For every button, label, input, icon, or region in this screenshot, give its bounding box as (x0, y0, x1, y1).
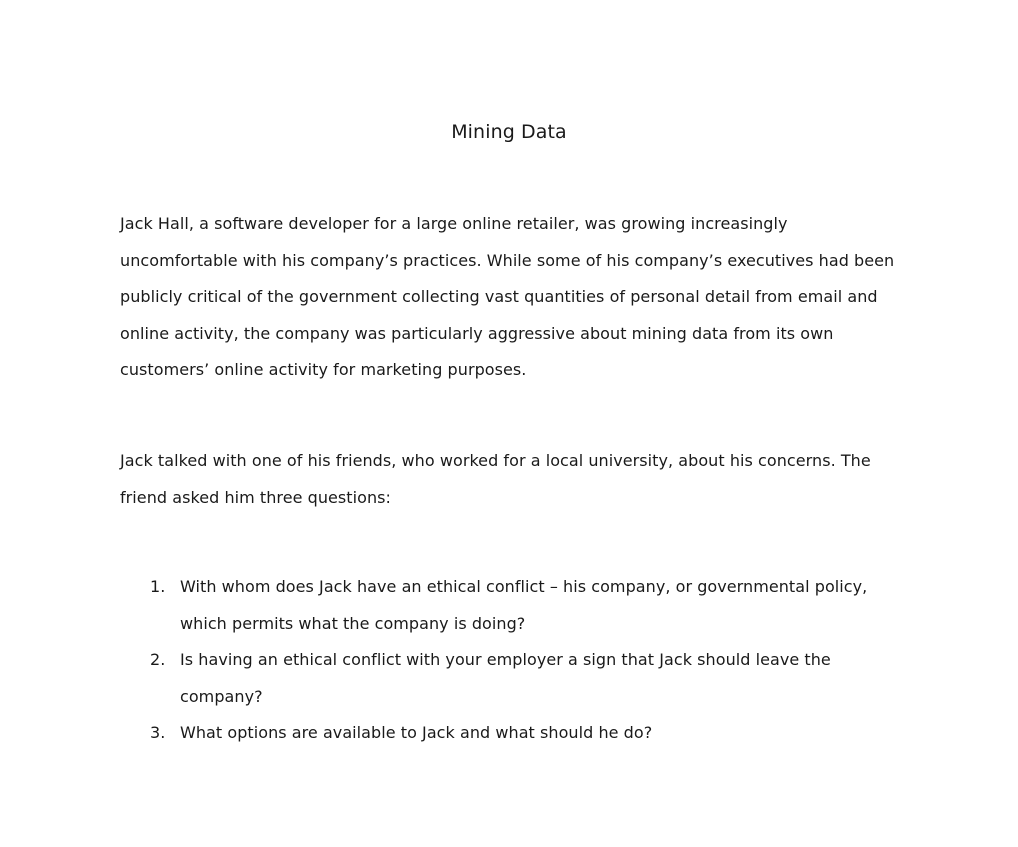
question-number: 2. (150, 650, 166, 670)
paragraph-line: Jack Hall, a software developer for a large online retailer, was growing increasingly (120, 214, 788, 233)
question-line: Is having an ethical conflict with your employer a sign that Jack should leave the (180, 650, 831, 670)
question-line: which permits what the company is doing? (180, 613, 526, 633)
question-item-3 (148, 715, 867, 752)
question-line: What options are available to Jack and what should he do? (180, 723, 653, 743)
paragraph-line: Jack talked with one of his friends, who worked for a local university, about his concerns. The (120, 451, 871, 470)
intro-paragraph (120, 206, 894, 389)
context-paragraph (120, 443, 871, 516)
paragraph-line: customers’ online activity for marketing purposes. (120, 360, 527, 380)
paragraph-line: online activity, the company was particularly aggressive about mining data from its own (120, 323, 834, 343)
question-number: 1. (150, 577, 166, 596)
question-item-2 (148, 642, 867, 715)
question-number: 3. (150, 723, 166, 743)
question-line: company? (180, 686, 263, 706)
paragraph-line: friend asked him three questions: (120, 487, 391, 507)
paragraph-line: publicly critical of the government collecting vast quantities of personal detail from email and (120, 287, 878, 307)
question-line: With whom does Jack have an ethical conflict – his company, or governmental policy, (180, 577, 868, 596)
document-title: Mining Data (451, 121, 567, 143)
question-item-1 (148, 569, 867, 642)
questions-list (148, 569, 867, 752)
paragraph-line: uncomfortable with his company’s practices. While some of his company’s executives had been (120, 250, 895, 270)
